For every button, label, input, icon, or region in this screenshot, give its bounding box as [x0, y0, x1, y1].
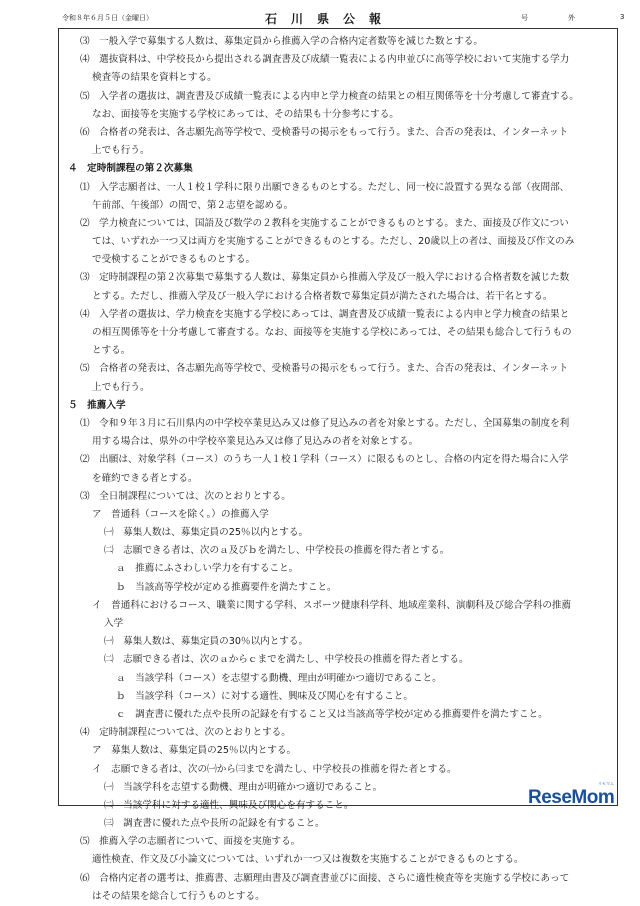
text-line: イ 志願できる者は、次の㈠から㈢までを満たし、中学校長の推薦を得た者とする。	[92, 763, 457, 775]
document-body	[62, 33, 614, 906]
text-line: ㈡ 志願できる者は、次のａからｃまでを満たし、中学校長の推薦を得た者とする。	[104, 654, 469, 666]
text-line: ㈢ 調査書に優れた点や長所の記録を有すること。	[104, 818, 325, 830]
issue-number-label: 号	[521, 14, 528, 22]
text-line: ａ 推薦にふさわしい学力を有すること。	[116, 563, 299, 575]
text-line: ㈡ 志願できる者は、次のａ及びｂを満たし、中学校長の推薦を得た者とする。	[104, 545, 450, 557]
text-line: ては、いずれか一つ又は両方を実施することができるものとする。ただし、20歳以上の者は、面接及び作文のみ	[92, 236, 575, 248]
page-number: 3	[620, 13, 625, 21]
text-line: ⑶ 全日制課程については、次のとおりとする。	[80, 490, 291, 502]
text-line: ｂ 当該高等学校が定める推薦要件を満たすこと。	[116, 581, 337, 593]
resemom-logo: ReseMom	[528, 787, 615, 808]
text-line: 用する場合は、県外の中学校卒業見込み又は修了見込みの者を対象とする。	[92, 436, 419, 448]
text-line: ⑸ 合格者の発表は、各志願先高等学校で、受検番号の掲示をもって行う。また、合否の発表は、インターネット	[80, 363, 569, 375]
text-line: を確約できる者とする。	[92, 472, 198, 484]
text-line: ㈠ 当該学科を志望する動機、理由が明確かつ適切であること。	[104, 781, 383, 793]
text-line: ｂ 当該学科（コース）に対する適性、興味及び関心を有すること。	[116, 690, 413, 702]
gazette-title: 石川県公報	[264, 12, 395, 26]
text-line: ⑵ 学力検査については、国語及び数学の２教科を実施することができるものとする。また、面接及び作文につい	[80, 217, 569, 229]
text-line: ⑶ 一般入学で募集する人数は、募集定員から推薦入学の合格内定者数等を減じた数とする。	[80, 36, 483, 47]
extra-issue-label: 外	[568, 14, 575, 22]
page-header	[56, 10, 625, 26]
text-line: ㈡ 当該学科に対する適性、興味及び関心を有すること。	[104, 799, 354, 811]
text-line: なお、面接等を実施する学校にあっては、その結果も十分参考にする。	[92, 108, 399, 120]
text-line: とする。	[92, 345, 131, 357]
text-line: ｃ 調査書に優れた点や長所の記録を有すること又は当該高等学校が定める推薦要件を満たすこと。	[116, 708, 548, 720]
text-line: ⑷ 入学者の選抜は、学力検査を実施する学校にあっては、調査書及び成績一覧表による内申と学力検査の結果と	[80, 308, 570, 320]
text-line: イ 普通科におけるコース、職業に関する学科、スポーツ健康科学科、地域産業科、演劇科及び総合学科の推薦	[92, 599, 572, 611]
issue-date: 令和８年６月５日（金曜日）	[62, 14, 153, 22]
section-heading: ５ 推薦入学	[68, 399, 126, 411]
text-line: 上でも行う。	[92, 381, 150, 393]
text-line: ア 募集人数は、募集定員の25％以内とする。	[92, 745, 297, 757]
text-line: ⑴ 令和９年３月に石川県内の中学校卒業見込み又は修了見込みの者を対象とする。ただし、全国募集の制度を利	[80, 417, 570, 429]
text-line: とする。ただし、推薦入学及び一般入学における合格者数で募集定員が満たされた場合は、若干名とする。	[92, 290, 553, 302]
text-line: ⑹ 合格者の発表は、各志願先高等学校で、受検番号の掲示をもって行う。また、合否の発表は、インターネット	[80, 126, 569, 138]
text-line: はその結果を総合して行うものとする。	[92, 890, 265, 902]
text-line: ⑹ 合格内定者の選考は、推薦書、志願理由書及び調査書並びに面接、さらに適性検査等を実施する学校にあって	[80, 872, 570, 884]
text-line: ⑸ 入学者の選抜は、調査書及び成績一覧表による内申と学力検査の結果との相互関係等を十分考慮して審査する。	[80, 90, 579, 102]
text-line: ⑸ 推薦入学の志願者について、面接を実施する。	[80, 836, 301, 848]
text-line: 検査等の結果を資料とする。	[92, 72, 217, 84]
text-line: 入学	[104, 618, 124, 629]
text-line: の相互関係等を十分考慮して審査する。なお、面接等を実施する学校にあっては、その結果も総合して行うもの	[92, 327, 572, 338]
text-line: ⑴ 入学志願者は、一人１校１学科に限り出願できるものとする。ただし、同一校に設置する異なる部（夜間部、	[80, 181, 570, 193]
text-line: ⑷ 選抜資料は、中学校長から提出される調査書及び成績一覧表による内申並びに高等学校において実施する学力	[80, 54, 570, 66]
section-heading: ４ 定時制課程の第２次募集	[68, 163, 193, 175]
text-line: ア 普通科（コースを除く。）の推薦入学	[92, 508, 269, 520]
text-line: ａ 当該学科（コース）を志望する動機、理由が明確かつ適切であること。	[116, 672, 442, 684]
text-line: ⑵ 出願は、対象学科（コース）のうち一人１校１学科（コース）に限るものとし、合格の内定を得た場合に入学	[80, 454, 569, 466]
text-line: 午前部、午後部）の間で、第２志望を認める。	[92, 199, 294, 211]
text-line: 適性検査、作文及び小論文については、いずれか一つ又は複数を実施することができるものとする。	[92, 854, 524, 866]
text-line: ⑷ 定時制課程については、次のとおりとする。	[80, 727, 291, 739]
text-line: ⑶ 定時制課程の第２次募集で募集する人数は、募集定員から推薦入学及び一般入学における合格者数を減じた数	[80, 272, 570, 284]
text-line: ㈠ 募集人数は、募集定員の30％以内とする。	[104, 636, 309, 648]
text-line: 上でも行う。	[92, 145, 150, 157]
logo-subtext: リセマム	[598, 781, 614, 786]
text-line: ㈠ 募集人数は、募集定員の25％以内とする。	[104, 527, 309, 539]
text-line: で受検することができるものとする。	[92, 254, 256, 266]
